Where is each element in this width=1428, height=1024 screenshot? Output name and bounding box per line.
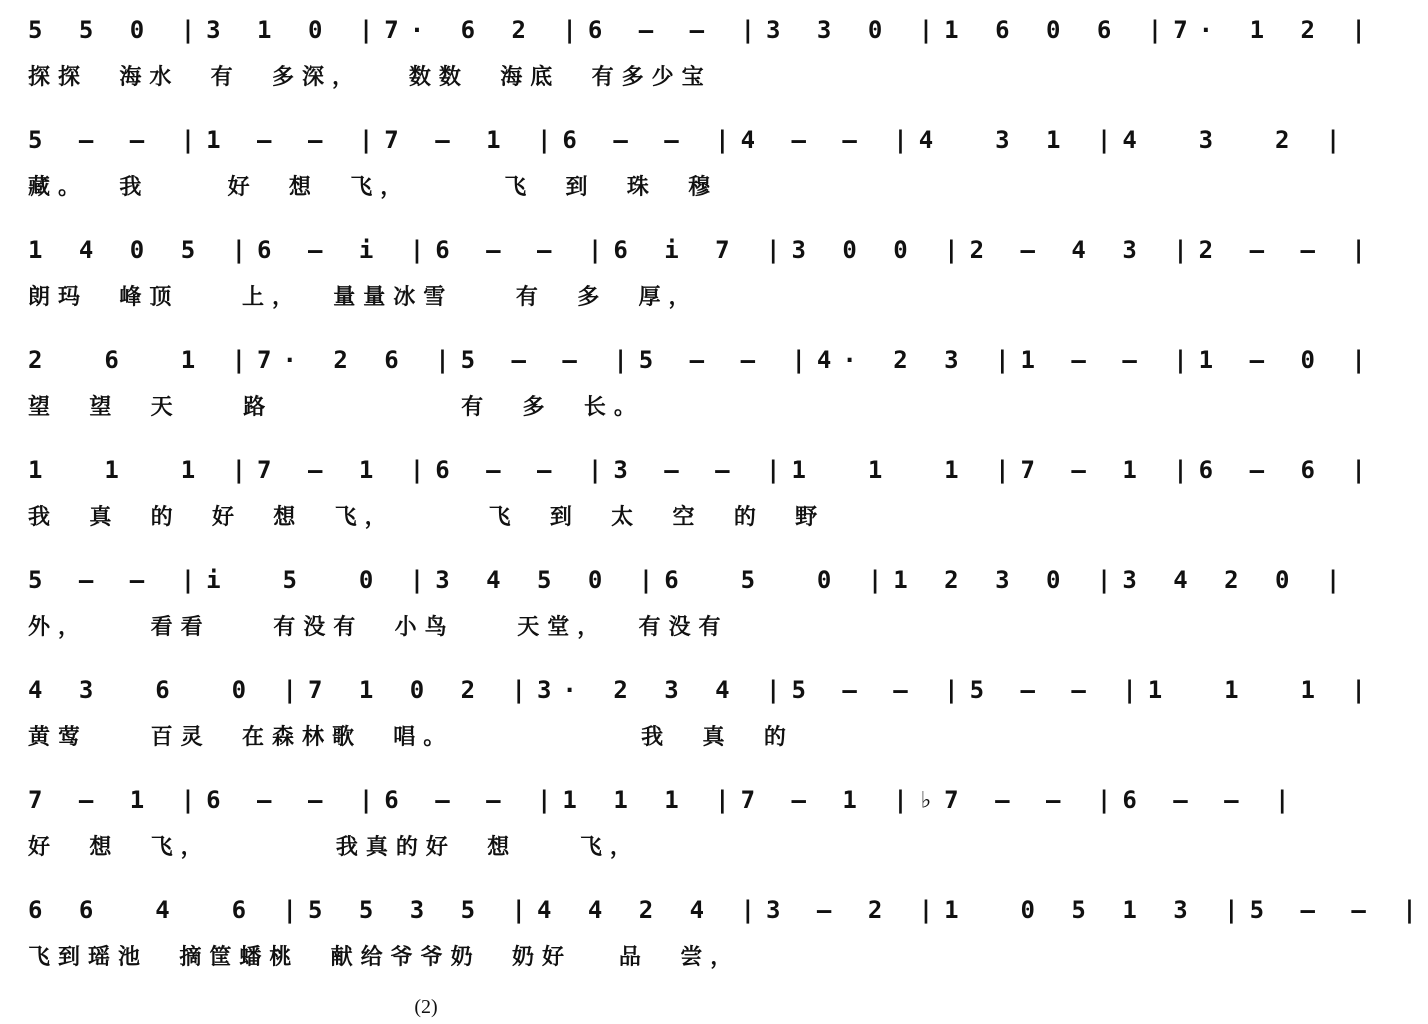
notation-line: 4 3 6 0 |7 1 0 2 |3· 2 3 4 |5 — — |5 — — |1 1 1 | (28, 676, 1377, 704)
notation-line: 7 — 1 |6 — — |6 — — |1 1 1 |7 — 1 |♭7 — — |6 — — | (28, 786, 1301, 814)
score-system (0, 670, 1377, 780)
lyrics-line: 朗玛 峰顶 上， 量量冰雪 有 多 厚， (28, 285, 699, 310)
lyrics-line: 黄莺 百灵 在森林歌 唱。 我 真 的 (28, 725, 794, 750)
score-system (0, 780, 1301, 890)
lyrics-line: 外， 看看 有没有 小鸟 天堂， 有没有 (28, 615, 729, 640)
notation-line: 1 4 0 5 |6 — i |6 — — |6 i 7 |3 0 0 |2 — 4 3 |2 — — | (28, 236, 1377, 264)
score-system (0, 10, 1377, 120)
score-system (0, 890, 1428, 1000)
lyrics-line: 飞到瑶池 摘筐蟠桃 献给爷爷奶 奶好 品 尝， (28, 945, 741, 970)
notation-line: 2 6 1 |7· 2 6 |5 — — |5 — — |4· 2 3 |1 — — |1 — 0 | (28, 346, 1377, 374)
score-system (0, 120, 1352, 230)
notation-line: 6 6 4 6 |5 5 3 5 |4 4 2 4 |3 — 2 |1 0 5 1 3 |5 — — | (28, 896, 1428, 924)
page-number: (2) (414, 996, 438, 1018)
notation-line: 5 5 0 |3 1 0 |7· 6 2 |6 — — |3 3 0 |1 6 0 6 |7· 1 2 | (28, 16, 1377, 44)
score-system (0, 450, 1377, 560)
lyrics-line: 好 想 飞， 我真的好 想 飞， (28, 835, 640, 860)
lyrics-line: 望 望 天 路 有 多 长。 (28, 395, 644, 420)
lyrics-line: 藏。 我 好 想 飞， 飞 到 珠 穆 (28, 175, 719, 200)
notation-line: 1 1 1 |7 — 1 |6 — — |3 — — |1 1 1 |7 — 1 |6 — 6 | (28, 456, 1377, 484)
notation-line: 5 — — |1 — — |7 — 1 |6 — — |4 — — |4 3 1 |4 3 2 | (28, 126, 1352, 154)
notation-line: 5 — — |i 5 0 |3 4 5 0 |6 5 0 |1 2 3 0 |3 4 2 0 | (28, 566, 1352, 594)
score-system (0, 230, 1377, 340)
score-system (0, 340, 1377, 450)
lyrics-line: 探探 海水 有 多深， 数数 海底 有多少宝 (28, 65, 712, 90)
lyrics-line: 我 真 的 好 想 飞， 飞 到 太 空 的 野 (28, 505, 826, 530)
score-system (0, 560, 1352, 670)
